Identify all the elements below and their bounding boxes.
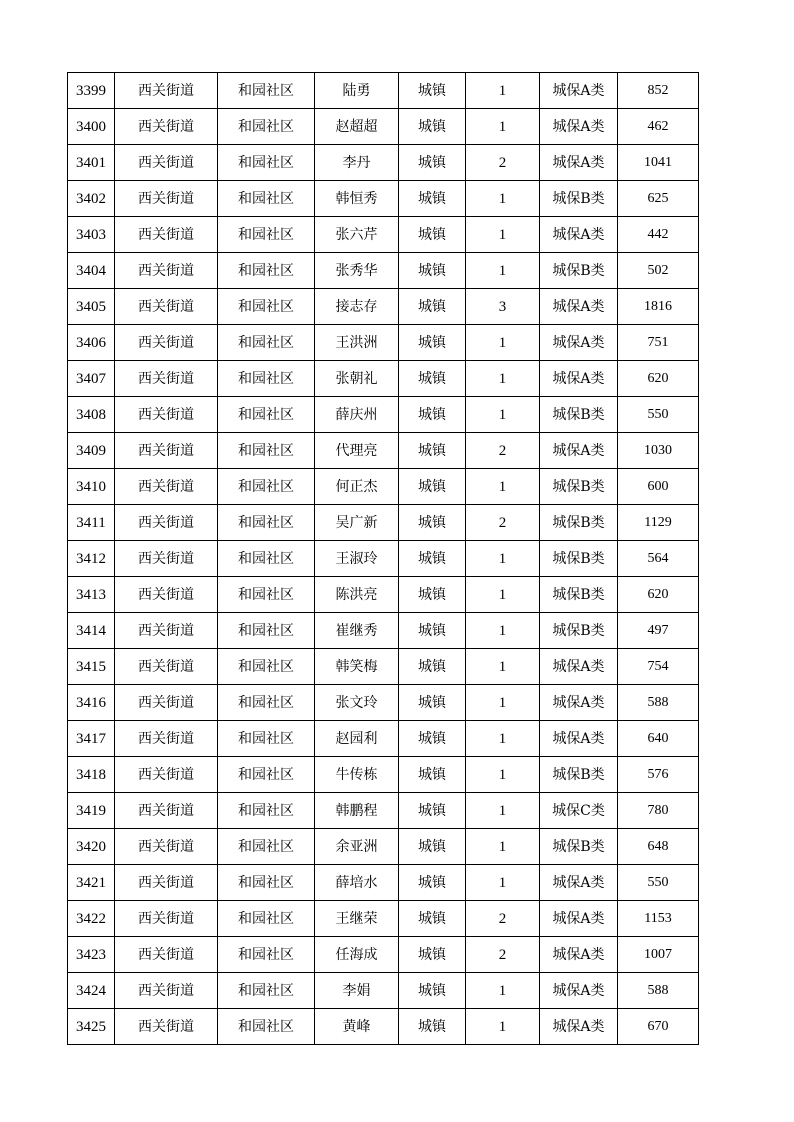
table-row — [68, 973, 699, 1009]
table-row — [68, 865, 699, 901]
household-size-cell: 1 — [466, 73, 540, 109]
area-type-cell: 城镇 — [399, 361, 466, 397]
person-name-cell: 陆勇 — [315, 73, 399, 109]
area-type-cell: 城镇 — [399, 829, 466, 865]
household-size-cell: 2 — [466, 937, 540, 973]
amount-cell: 852 — [618, 73, 699, 109]
household-size-cell: 1 — [466, 793, 540, 829]
table-row — [68, 577, 699, 613]
street-cell: 西关街道 — [115, 109, 218, 145]
area-type-cell: 城镇 — [399, 541, 466, 577]
insurance-category-cell: 城保B类 — [540, 757, 618, 793]
record-id-cell: 3424 — [68, 973, 115, 1009]
table-row — [68, 109, 699, 145]
table-row — [68, 433, 699, 469]
insurance-category-cell: 城保A类 — [540, 937, 618, 973]
area-type-cell: 城镇 — [399, 793, 466, 829]
insurance-category-cell: 城保B类 — [540, 577, 618, 613]
record-id-cell: 3414 — [68, 613, 115, 649]
record-id-cell: 3408 — [68, 397, 115, 433]
street-cell: 西关街道 — [115, 73, 218, 109]
insurance-category-cell: 城保B类 — [540, 397, 618, 433]
area-type-cell: 城镇 — [399, 685, 466, 721]
community-cell: 和园社区 — [218, 469, 315, 505]
person-name-cell: 吴广新 — [315, 505, 399, 541]
community-cell: 和园社区 — [218, 685, 315, 721]
household-size-cell: 1 — [466, 649, 540, 685]
area-type-cell: 城镇 — [399, 253, 466, 289]
amount-cell: 751 — [618, 325, 699, 361]
insurance-category-cell: 城保A类 — [540, 325, 618, 361]
community-cell: 和园社区 — [218, 397, 315, 433]
amount-cell: 670 — [618, 1009, 699, 1045]
table-row — [68, 325, 699, 361]
insurance-category-cell: 城保A类 — [540, 901, 618, 937]
insurance-category-cell: 城保B类 — [540, 253, 618, 289]
person-name-cell: 崔继秀 — [315, 613, 399, 649]
community-cell: 和园社区 — [218, 109, 315, 145]
amount-cell: 620 — [618, 361, 699, 397]
household-size-cell: 2 — [466, 145, 540, 181]
area-type-cell: 城镇 — [399, 937, 466, 973]
street-cell: 西关街道 — [115, 361, 218, 397]
insurance-category-cell: 城保B类 — [540, 829, 618, 865]
record-id-cell: 3410 — [68, 469, 115, 505]
area-type-cell: 城镇 — [399, 757, 466, 793]
street-cell: 西关街道 — [115, 973, 218, 1009]
table-row — [68, 757, 699, 793]
person-name-cell: 王继荣 — [315, 901, 399, 937]
record-id-cell: 3401 — [68, 145, 115, 181]
record-id-cell: 3419 — [68, 793, 115, 829]
area-type-cell: 城镇 — [399, 181, 466, 217]
person-name-cell: 黄峰 — [315, 1009, 399, 1045]
household-size-cell: 3 — [466, 289, 540, 325]
records-table — [67, 72, 699, 1045]
household-size-cell: 1 — [466, 865, 540, 901]
community-cell: 和园社区 — [218, 577, 315, 613]
person-name-cell: 王洪洲 — [315, 325, 399, 361]
street-cell: 西关街道 — [115, 433, 218, 469]
insurance-category-cell: 城保A类 — [540, 973, 618, 1009]
community-cell: 和园社区 — [218, 145, 315, 181]
street-cell: 西关街道 — [115, 577, 218, 613]
street-cell: 西关街道 — [115, 325, 218, 361]
area-type-cell: 城镇 — [399, 649, 466, 685]
household-size-cell: 1 — [466, 613, 540, 649]
community-cell: 和园社区 — [218, 613, 315, 649]
household-size-cell: 1 — [466, 109, 540, 145]
table-row — [68, 1009, 699, 1045]
area-type-cell: 城镇 — [399, 73, 466, 109]
street-cell: 西关街道 — [115, 721, 218, 757]
street-cell: 西关街道 — [115, 505, 218, 541]
area-type-cell: 城镇 — [399, 613, 466, 649]
record-id-cell: 3421 — [68, 865, 115, 901]
record-id-cell: 3400 — [68, 109, 115, 145]
insurance-category-cell: 城保A类 — [540, 73, 618, 109]
table-row — [68, 145, 699, 181]
amount-cell: 497 — [618, 613, 699, 649]
table-row — [68, 901, 699, 937]
insurance-category-cell: 城保B类 — [540, 505, 618, 541]
table-row — [68, 397, 699, 433]
community-cell: 和园社区 — [218, 289, 315, 325]
insurance-category-cell: 城保A类 — [540, 289, 618, 325]
amount-cell: 576 — [618, 757, 699, 793]
record-id-cell: 3412 — [68, 541, 115, 577]
record-id-cell: 3405 — [68, 289, 115, 325]
street-cell: 西关街道 — [115, 793, 218, 829]
household-size-cell: 1 — [466, 361, 540, 397]
street-cell: 西关街道 — [115, 145, 218, 181]
street-cell: 西关街道 — [115, 397, 218, 433]
table-row — [68, 721, 699, 757]
table-row — [68, 253, 699, 289]
insurance-category-cell: 城保A类 — [540, 433, 618, 469]
insurance-category-cell: 城保A类 — [540, 685, 618, 721]
record-id-cell: 3413 — [68, 577, 115, 613]
household-size-cell: 1 — [466, 253, 540, 289]
community-cell: 和园社区 — [218, 721, 315, 757]
person-name-cell: 张六芹 — [315, 217, 399, 253]
area-type-cell: 城镇 — [399, 217, 466, 253]
person-name-cell: 李娟 — [315, 973, 399, 1009]
community-cell: 和园社区 — [218, 433, 315, 469]
community-cell: 和园社区 — [218, 217, 315, 253]
household-size-cell: 2 — [466, 505, 540, 541]
record-id-cell: 3425 — [68, 1009, 115, 1045]
community-cell: 和园社区 — [218, 361, 315, 397]
insurance-category-cell: 城保B类 — [540, 613, 618, 649]
insurance-category-cell: 城保A类 — [540, 217, 618, 253]
person-name-cell: 薛培水 — [315, 865, 399, 901]
street-cell: 西关街道 — [115, 613, 218, 649]
community-cell: 和园社区 — [218, 541, 315, 577]
household-size-cell: 1 — [466, 181, 540, 217]
community-cell: 和园社区 — [218, 865, 315, 901]
amount-cell: 1007 — [618, 937, 699, 973]
area-type-cell: 城镇 — [399, 1009, 466, 1045]
household-size-cell: 2 — [466, 433, 540, 469]
person-name-cell: 李丹 — [315, 145, 399, 181]
community-cell: 和园社区 — [218, 325, 315, 361]
street-cell: 西关街道 — [115, 1009, 218, 1045]
record-id-cell: 3404 — [68, 253, 115, 289]
person-name-cell: 陈洪亮 — [315, 577, 399, 613]
area-type-cell: 城镇 — [399, 145, 466, 181]
insurance-category-cell: 城保A类 — [540, 865, 618, 901]
street-cell: 西关街道 — [115, 217, 218, 253]
street-cell: 西关街道 — [115, 469, 218, 505]
record-id-cell: 3403 — [68, 217, 115, 253]
table-row — [68, 937, 699, 973]
insurance-category-cell: 城保A类 — [540, 361, 618, 397]
record-id-cell: 3418 — [68, 757, 115, 793]
community-cell: 和园社区 — [218, 937, 315, 973]
street-cell: 西关街道 — [115, 901, 218, 937]
street-cell: 西关街道 — [115, 253, 218, 289]
record-id-cell: 3422 — [68, 901, 115, 937]
street-cell: 西关街道 — [115, 757, 218, 793]
record-id-cell: 3423 — [68, 937, 115, 973]
household-size-cell: 1 — [466, 1009, 540, 1045]
person-name-cell: 何正杰 — [315, 469, 399, 505]
community-cell: 和园社区 — [218, 901, 315, 937]
insurance-category-cell: 城保C类 — [540, 793, 618, 829]
household-size-cell: 1 — [466, 685, 540, 721]
amount-cell: 640 — [618, 721, 699, 757]
amount-cell: 1129 — [618, 505, 699, 541]
amount-cell: 588 — [618, 973, 699, 1009]
community-cell: 和园社区 — [218, 1009, 315, 1045]
amount-cell: 564 — [618, 541, 699, 577]
record-id-cell: 3416 — [68, 685, 115, 721]
community-cell: 和园社区 — [218, 181, 315, 217]
record-id-cell: 3409 — [68, 433, 115, 469]
area-type-cell: 城镇 — [399, 721, 466, 757]
table-row — [68, 613, 699, 649]
insurance-category-cell: 城保A类 — [540, 145, 618, 181]
amount-cell: 1030 — [618, 433, 699, 469]
street-cell: 西关街道 — [115, 649, 218, 685]
table-row — [68, 181, 699, 217]
record-id-cell: 3407 — [68, 361, 115, 397]
person-name-cell: 牛传栋 — [315, 757, 399, 793]
amount-cell: 625 — [618, 181, 699, 217]
insurance-category-cell: 城保B类 — [540, 181, 618, 217]
street-cell: 西关街道 — [115, 289, 218, 325]
amount-cell: 780 — [618, 793, 699, 829]
record-id-cell: 3417 — [68, 721, 115, 757]
household-size-cell: 1 — [466, 217, 540, 253]
record-id-cell: 3411 — [68, 505, 115, 541]
community-cell: 和园社区 — [218, 253, 315, 289]
household-size-cell: 1 — [466, 541, 540, 577]
records-table-body — [68, 73, 699, 1045]
person-name-cell: 韩笑梅 — [315, 649, 399, 685]
street-cell: 西关街道 — [115, 937, 218, 973]
amount-cell: 1816 — [618, 289, 699, 325]
amount-cell: 462 — [618, 109, 699, 145]
person-name-cell: 韩恒秀 — [315, 181, 399, 217]
area-type-cell: 城镇 — [399, 865, 466, 901]
person-name-cell: 张朝礼 — [315, 361, 399, 397]
community-cell: 和园社区 — [218, 829, 315, 865]
insurance-category-cell: 城保A类 — [540, 721, 618, 757]
amount-cell: 550 — [618, 865, 699, 901]
amount-cell: 648 — [618, 829, 699, 865]
area-type-cell: 城镇 — [399, 289, 466, 325]
table-row — [68, 829, 699, 865]
table-row — [68, 289, 699, 325]
area-type-cell: 城镇 — [399, 109, 466, 145]
table-row — [68, 793, 699, 829]
insurance-category-cell: 城保B类 — [540, 469, 618, 505]
table-row — [68, 73, 699, 109]
household-size-cell: 1 — [466, 757, 540, 793]
insurance-category-cell: 城保A类 — [540, 1009, 618, 1045]
table-row — [68, 685, 699, 721]
table-row — [68, 541, 699, 577]
street-cell: 西关街道 — [115, 865, 218, 901]
household-size-cell: 1 — [466, 721, 540, 757]
person-name-cell: 张文玲 — [315, 685, 399, 721]
insurance-category-cell: 城保A类 — [540, 109, 618, 145]
table-row — [68, 649, 699, 685]
area-type-cell: 城镇 — [399, 577, 466, 613]
amount-cell: 442 — [618, 217, 699, 253]
table-row — [68, 217, 699, 253]
table-row — [68, 505, 699, 541]
person-name-cell: 任海成 — [315, 937, 399, 973]
insurance-category-cell: 城保A类 — [540, 649, 618, 685]
area-type-cell: 城镇 — [399, 397, 466, 433]
person-name-cell: 余亚洲 — [315, 829, 399, 865]
person-name-cell: 赵超超 — [315, 109, 399, 145]
person-name-cell: 韩鹏程 — [315, 793, 399, 829]
area-type-cell: 城镇 — [399, 433, 466, 469]
household-size-cell: 1 — [466, 973, 540, 1009]
household-size-cell: 1 — [466, 829, 540, 865]
household-size-cell: 2 — [466, 901, 540, 937]
person-name-cell: 代理亮 — [315, 433, 399, 469]
table-row — [68, 469, 699, 505]
person-name-cell: 王淑玲 — [315, 541, 399, 577]
community-cell: 和园社区 — [218, 73, 315, 109]
community-cell: 和园社区 — [218, 505, 315, 541]
amount-cell: 588 — [618, 685, 699, 721]
street-cell: 西关街道 — [115, 181, 218, 217]
amount-cell: 620 — [618, 577, 699, 613]
community-cell: 和园社区 — [218, 973, 315, 1009]
street-cell: 西关街道 — [115, 685, 218, 721]
area-type-cell: 城镇 — [399, 469, 466, 505]
amount-cell: 600 — [618, 469, 699, 505]
community-cell: 和园社区 — [218, 649, 315, 685]
amount-cell: 754 — [618, 649, 699, 685]
person-name-cell: 接志存 — [315, 289, 399, 325]
household-size-cell: 1 — [466, 469, 540, 505]
amount-cell: 502 — [618, 253, 699, 289]
record-id-cell: 3420 — [68, 829, 115, 865]
record-id-cell: 3402 — [68, 181, 115, 217]
insurance-category-cell: 城保B类 — [540, 541, 618, 577]
person-name-cell: 赵园利 — [315, 721, 399, 757]
person-name-cell: 张秀华 — [315, 253, 399, 289]
household-size-cell: 1 — [466, 577, 540, 613]
amount-cell: 1153 — [618, 901, 699, 937]
record-id-cell: 3406 — [68, 325, 115, 361]
amount-cell: 550 — [618, 397, 699, 433]
street-cell: 西关街道 — [115, 829, 218, 865]
amount-cell: 1041 — [618, 145, 699, 181]
household-size-cell: 1 — [466, 397, 540, 433]
record-id-cell: 3399 — [68, 73, 115, 109]
street-cell: 西关街道 — [115, 541, 218, 577]
area-type-cell: 城镇 — [399, 973, 466, 1009]
household-size-cell: 1 — [466, 325, 540, 361]
person-name-cell: 薛庆州 — [315, 397, 399, 433]
area-type-cell: 城镇 — [399, 325, 466, 361]
area-type-cell: 城镇 — [399, 505, 466, 541]
record-id-cell: 3415 — [68, 649, 115, 685]
community-cell: 和园社区 — [218, 793, 315, 829]
area-type-cell: 城镇 — [399, 901, 466, 937]
table-row — [68, 361, 699, 397]
community-cell: 和园社区 — [218, 757, 315, 793]
